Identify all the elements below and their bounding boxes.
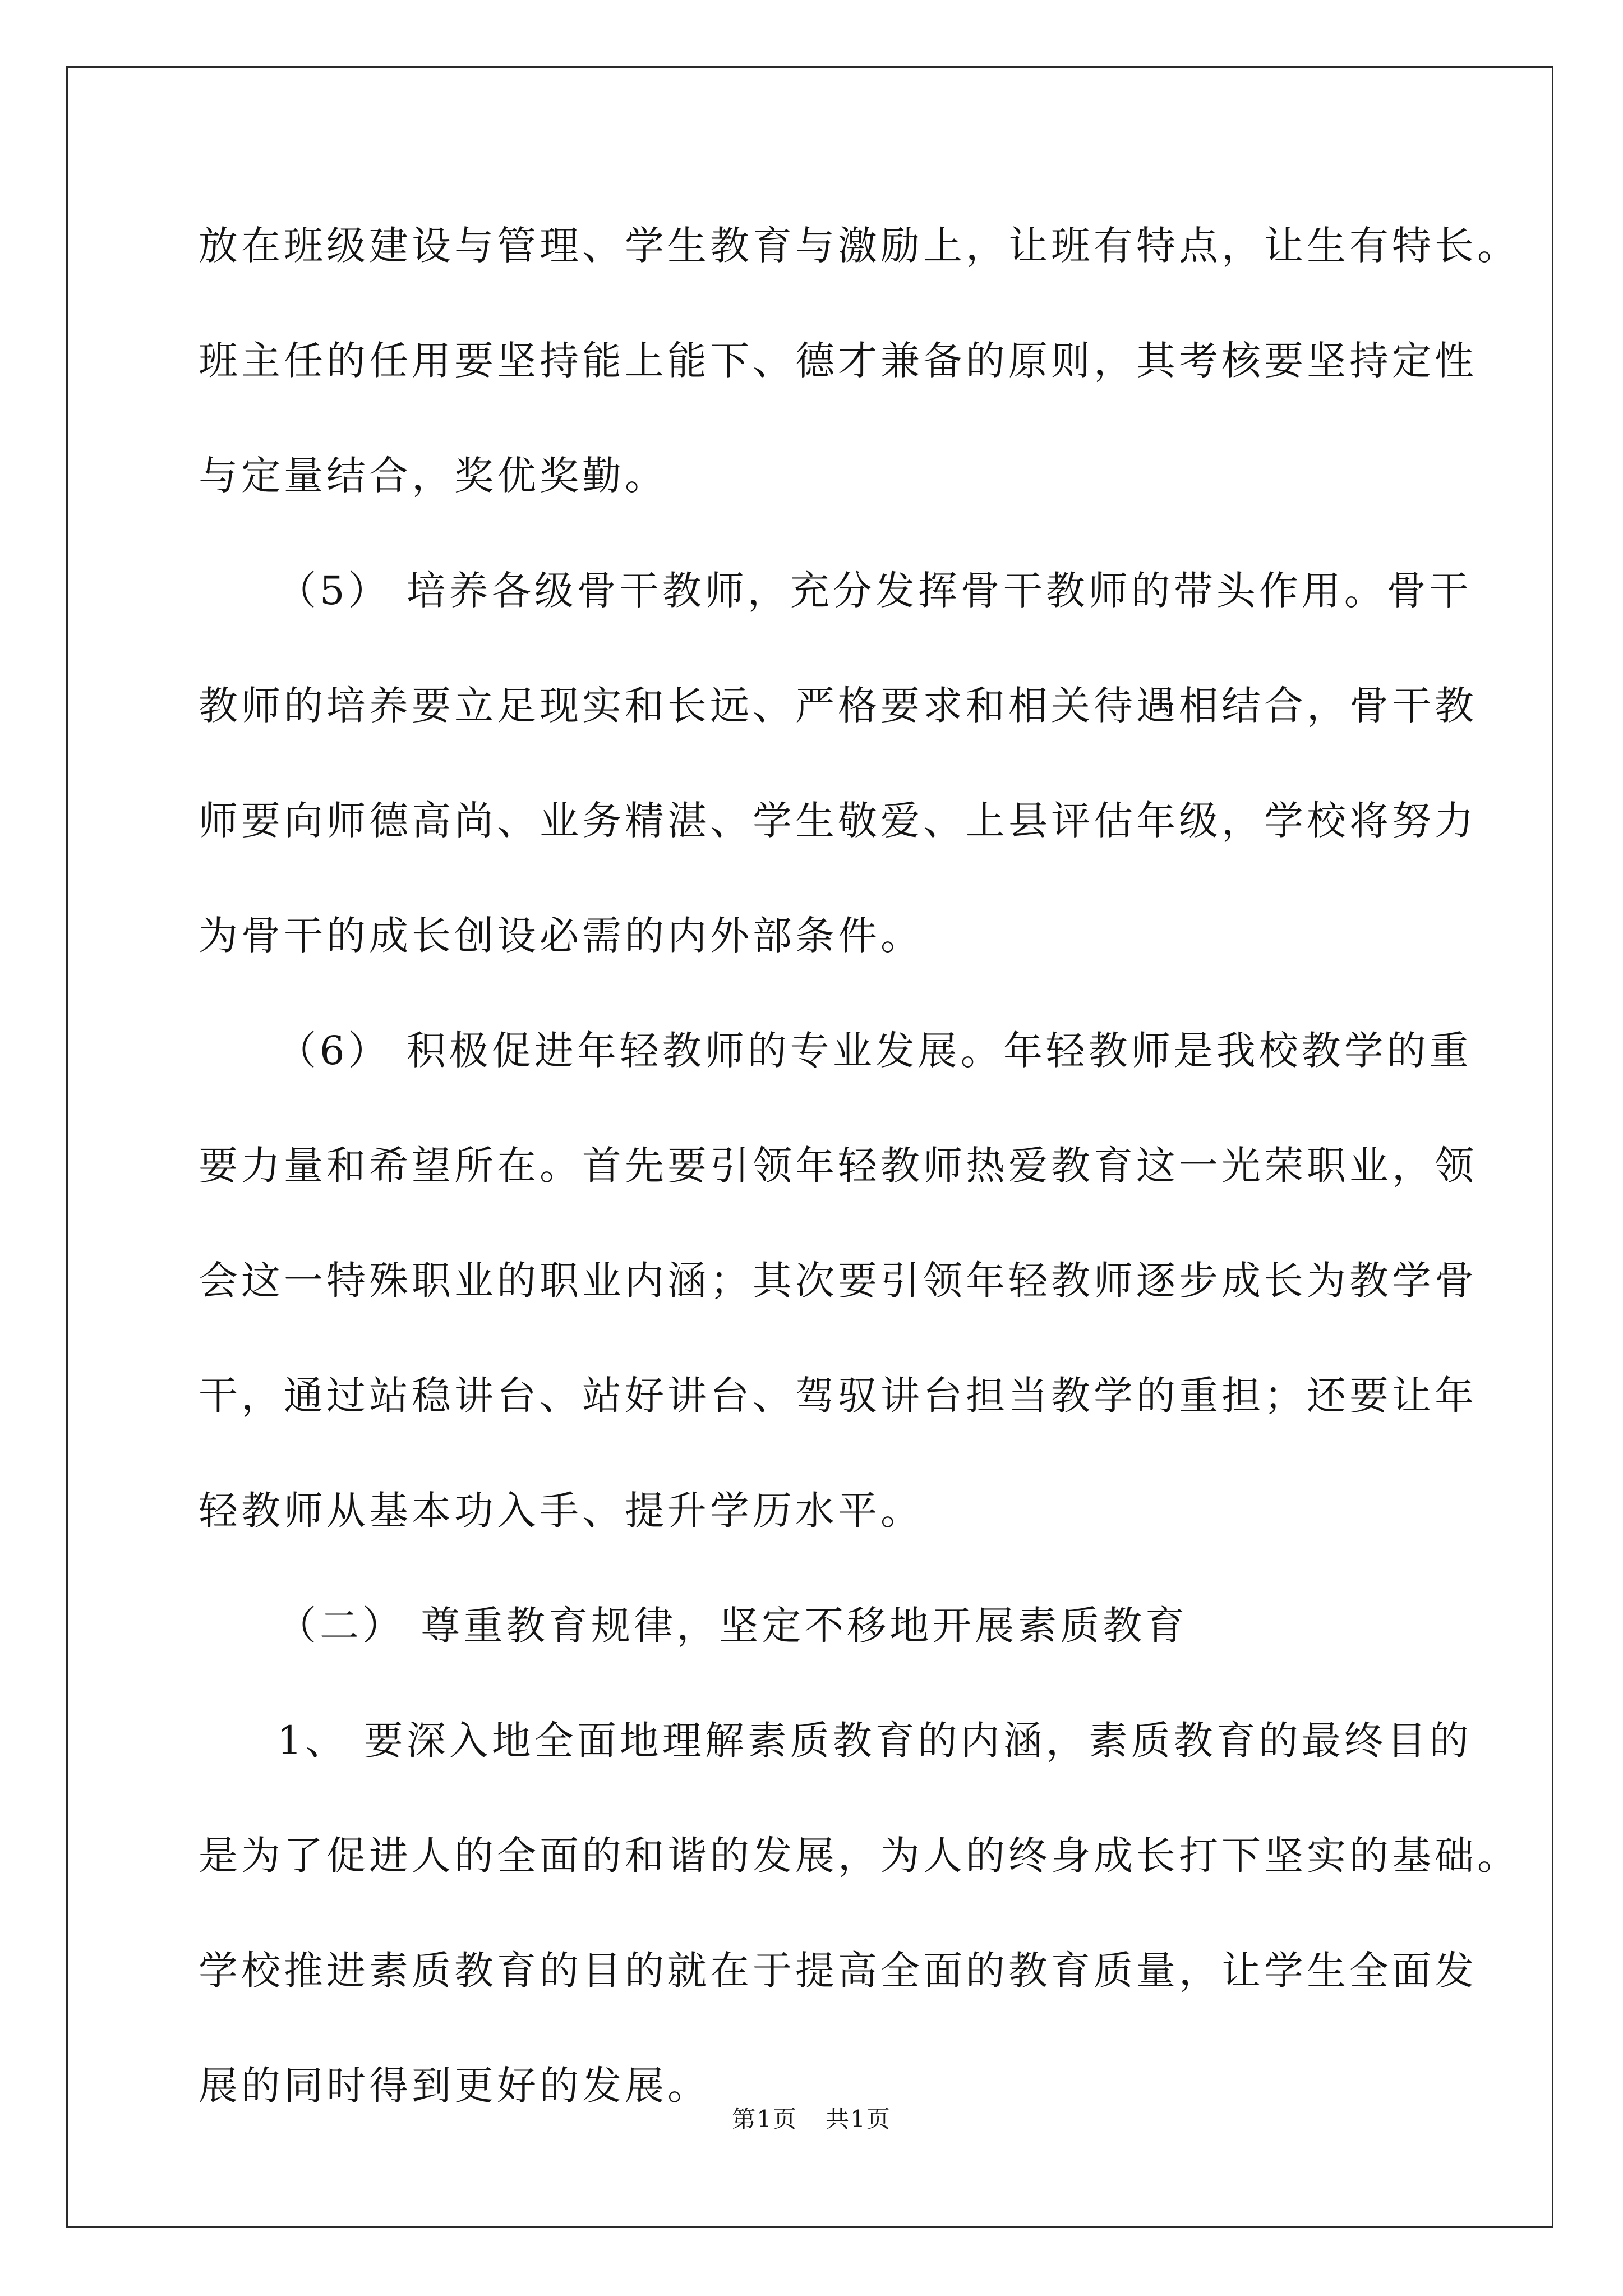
body-line-7: 为骨干的成长创设必需的内外部条件。: [199, 913, 923, 959]
page-number: 第1页: [732, 2105, 797, 2133]
body-line-12: 轻教师从基本功入手、提升学历水平。: [199, 1488, 923, 1534]
body-line-10: 会这一特殊职业的职业内涵；其次要引领年轻教师逐步成长为教学骨: [199, 1258, 1477, 1304]
body-line-16: 学校推进素质教育的目的就在于提高全面的教育质量，让学生全面发: [199, 1948, 1477, 1994]
body-line-6: 师要向师德高尚、业务精湛、学生敬爱、上县评估年级，学校将努力: [199, 798, 1477, 844]
body-line-4: （5） 培养各级骨干教师，充分发挥骨干教师的带头作用。骨干: [277, 568, 1472, 614]
body-line-3: 与定量结合，奖优奖勤。: [199, 453, 667, 499]
page-footer: [0, 2102, 1623, 2136]
body-line-9: 要力量和希望所在。首先要引领年轻教师热爱教育这一光荣职业，领: [199, 1143, 1477, 1189]
document-body: [199, 206, 1520, 2161]
body-line-8: （6） 积极促进年轻教师的专业发展。年轻教师是我校教学的重: [277, 1028, 1472, 1074]
page-total: 共1页: [826, 2105, 891, 2133]
body-line-17: 展的同时得到更好的发展。: [199, 2063, 710, 2109]
body-line-14: 1、 要深入地全面地理解素质教育的内涵，素质教育的最终目的: [277, 1718, 1472, 1764]
body-line-15: 是为了促进人的全面的和谐的发展，为人的终身成长打下坚实的基础。: [199, 1833, 1520, 1879]
body-line-2: 班主任的任用要坚持能上能下、德才兼备的原则，其考核要坚持定性: [199, 338, 1477, 384]
section-heading: （二） 尊重教育规律，坚定不移地开展素质教育: [277, 1603, 1188, 1649]
body-line-1: 放在班级建设与管理、学生教育与激励上，让班有特点，让生有特长。: [199, 223, 1520, 269]
body-line-5: 教师的培养要立足现实和长远、严格要求和相关待遇相结合，骨干教: [199, 683, 1477, 729]
body-line-11: 干，通过站稳讲台、站好讲台、驾驭讲台担当教学的重担；还要让年: [199, 1373, 1477, 1419]
